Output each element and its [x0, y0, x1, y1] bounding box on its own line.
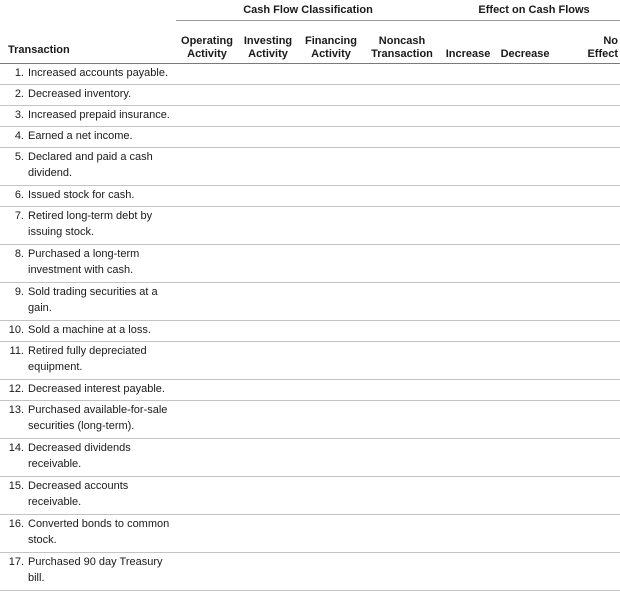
- table-row: [0, 320, 620, 341]
- operating-cell[interactable]: [176, 379, 238, 400]
- row-number: 14.: [8, 441, 24, 454]
- header-spacer: [0, 0, 176, 21]
- table-row: [0, 400, 620, 438]
- decrease-cell[interactable]: [496, 320, 554, 341]
- financing-cell[interactable]: [298, 244, 364, 282]
- increase-cell[interactable]: [440, 147, 496, 185]
- decrease-cell[interactable]: [496, 105, 554, 126]
- noncash-cell[interactable]: [364, 244, 440, 282]
- investing-cell[interactable]: [238, 476, 298, 514]
- financing-cell[interactable]: [298, 126, 364, 147]
- table-row: [0, 438, 620, 476]
- decrease-cell[interactable]: [496, 84, 554, 105]
- transaction-text: Purchased a long-term investment with cash.: [28, 247, 140, 276]
- noncash-cell[interactable]: [364, 552, 440, 590]
- transaction-text: Purchased available-for-sale securities (long-term).: [28, 403, 168, 432]
- operating-cell[interactable]: [176, 320, 238, 341]
- operating-cell[interactable]: [176, 63, 238, 84]
- table-row: [0, 84, 620, 105]
- table-row: [0, 244, 620, 282]
- decrease-cell[interactable]: [496, 379, 554, 400]
- row-number: 16.: [8, 517, 24, 530]
- operating-cell[interactable]: [176, 341, 238, 379]
- investing-cell[interactable]: [238, 84, 298, 105]
- noncash-cell[interactable]: [364, 105, 440, 126]
- noncash-label-line1: Noncash: [378, 34, 426, 47]
- increase-cell[interactable]: [440, 185, 496, 206]
- decrease-cell[interactable]: [496, 341, 554, 379]
- increase-header: Increase: [440, 21, 496, 64]
- operating-cell[interactable]: [176, 400, 238, 438]
- no-effect-label-line1: No: [603, 34, 619, 47]
- decrease-header: Decrease: [496, 21, 554, 64]
- investing-cell[interactable]: [238, 341, 298, 379]
- transaction-cell: [0, 63, 176, 84]
- table-row: [0, 126, 620, 147]
- noncash-cell[interactable]: [364, 514, 440, 552]
- no-effect-label-line2: Effect: [587, 47, 619, 60]
- no-effect-cell[interactable]: [554, 282, 620, 320]
- transaction-cell: [0, 282, 176, 320]
- operating-cell[interactable]: [176, 147, 238, 185]
- operating-cell[interactable]: [176, 105, 238, 126]
- investing-cell[interactable]: [238, 63, 298, 84]
- decrease-cell[interactable]: [496, 147, 554, 185]
- financing-cell[interactable]: [298, 476, 364, 514]
- effect-on-cash-flows-header: Effect on Cash Flows: [440, 0, 620, 21]
- transaction-text: Sold trading securities at a gain.: [28, 285, 158, 314]
- investing-activity-header: [238, 21, 298, 64]
- transaction-cell: [0, 185, 176, 206]
- table-row: [0, 552, 620, 590]
- financing-cell[interactable]: [298, 514, 364, 552]
- increase-cell[interactable]: [440, 514, 496, 552]
- table-row: [0, 282, 620, 320]
- row-number: 13.: [8, 403, 24, 416]
- noncash-cell[interactable]: [364, 185, 440, 206]
- financing-activity-header: [298, 21, 364, 64]
- investing-label-line1: Investing: [243, 34, 293, 47]
- operating-activity-header: [176, 21, 238, 64]
- decrease-cell[interactable]: [496, 244, 554, 282]
- row-number: 3.: [14, 108, 24, 121]
- operating-cell[interactable]: [176, 244, 238, 282]
- transaction-cell: [0, 320, 176, 341]
- operating-cell[interactable]: [176, 514, 238, 552]
- investing-cell[interactable]: [238, 126, 298, 147]
- financing-cell[interactable]: [298, 282, 364, 320]
- financing-cell[interactable]: [298, 105, 364, 126]
- decrease-cell[interactable]: [496, 438, 554, 476]
- increase-cell[interactable]: [440, 126, 496, 147]
- decrease-cell[interactable]: [496, 206, 554, 244]
- no-effect-cell[interactable]: [554, 185, 620, 206]
- noncash-transaction-header: [364, 21, 440, 64]
- decrease-cell[interactable]: [496, 282, 554, 320]
- noncash-cell[interactable]: [364, 400, 440, 438]
- decrease-cell[interactable]: [496, 552, 554, 590]
- row-number: 10.: [8, 323, 24, 336]
- increase-cell[interactable]: [440, 341, 496, 379]
- row-number: 1.: [14, 66, 24, 79]
- transaction-text: Decreased dividends receivable.: [28, 441, 131, 470]
- increase-cell[interactable]: [440, 400, 496, 438]
- row-number: 8.: [14, 247, 24, 260]
- financing-label-line2: Activity: [311, 47, 351, 60]
- transaction-text: Issued stock for cash.: [28, 188, 135, 201]
- financing-cell[interactable]: [298, 147, 364, 185]
- increase-cell[interactable]: [440, 206, 496, 244]
- row-number: 7.: [14, 209, 24, 222]
- investing-cell[interactable]: [238, 185, 298, 206]
- row-number: 4.: [14, 129, 24, 142]
- financing-cell[interactable]: [298, 185, 364, 206]
- row-number: 5.: [14, 150, 24, 163]
- noncash-cell[interactable]: [364, 206, 440, 244]
- transaction-cell: [0, 552, 176, 590]
- financing-cell[interactable]: [298, 400, 364, 438]
- financing-cell[interactable]: [298, 63, 364, 84]
- table-row: [0, 63, 620, 84]
- increase-cell[interactable]: [440, 552, 496, 590]
- investing-cell[interactable]: [238, 244, 298, 282]
- noncash-cell[interactable]: [364, 126, 440, 147]
- row-number: 2.: [14, 87, 24, 100]
- transaction-cell: [0, 126, 176, 147]
- transaction-text: Retired fully depreciated equipment.: [28, 344, 147, 373]
- no-effect-cell[interactable]: [554, 552, 620, 590]
- no-effect-cell[interactable]: [554, 105, 620, 126]
- noncash-cell[interactable]: [364, 341, 440, 379]
- decrease-cell[interactable]: [496, 126, 554, 147]
- noncash-cell[interactable]: [364, 476, 440, 514]
- transaction-text: Sold a machine at a loss.: [28, 323, 151, 336]
- no-effect-cell[interactable]: [554, 126, 620, 147]
- table-row: [0, 185, 620, 206]
- investing-cell[interactable]: [238, 400, 298, 438]
- row-number: 11.: [9, 344, 24, 357]
- transaction-text: Decreased accounts receivable.: [28, 479, 129, 508]
- transaction-cell: [0, 84, 176, 105]
- investing-cell[interactable]: [238, 438, 298, 476]
- transaction-cell: [0, 341, 176, 379]
- financing-cell[interactable]: [298, 379, 364, 400]
- table-row: [0, 105, 620, 126]
- no-effect-cell[interactable]: [554, 341, 620, 379]
- decrease-cell[interactable]: [496, 476, 554, 514]
- operating-cell[interactable]: [176, 476, 238, 514]
- no-effect-cell[interactable]: [554, 438, 620, 476]
- transaction-text: Declared and paid a cash dividend.: [28, 150, 153, 179]
- investing-cell[interactable]: [238, 320, 298, 341]
- operating-cell[interactable]: [176, 206, 238, 244]
- row-number: 12.: [8, 382, 24, 395]
- increase-cell[interactable]: [440, 438, 496, 476]
- transaction-cell: [0, 438, 176, 476]
- transaction-text: Decreased inventory.: [28, 87, 132, 100]
- decrease-cell[interactable]: [496, 185, 554, 206]
- financing-cell[interactable]: [298, 438, 364, 476]
- financing-cell[interactable]: [298, 320, 364, 341]
- no-effect-cell[interactable]: [554, 147, 620, 185]
- increase-cell[interactable]: [440, 320, 496, 341]
- noncash-cell[interactable]: [364, 438, 440, 476]
- investing-cell[interactable]: [238, 282, 298, 320]
- investing-cell[interactable]: [238, 105, 298, 126]
- investing-label-line2: Activity: [248, 47, 288, 60]
- no-effect-cell[interactable]: [554, 379, 620, 400]
- noncash-cell[interactable]: [364, 84, 440, 105]
- row-number: 9.: [14, 285, 24, 298]
- transaction-text: Increased prepaid insurance.: [28, 108, 170, 121]
- no-effect-cell[interactable]: [554, 63, 620, 84]
- transaction-cell: [0, 105, 176, 126]
- noncash-label-line2: Transaction: [371, 47, 433, 60]
- cash-flow-classification-header: Cash Flow Classification: [176, 0, 440, 21]
- operating-cell[interactable]: [176, 282, 238, 320]
- increase-cell[interactable]: [440, 244, 496, 282]
- operating-cell[interactable]: [176, 185, 238, 206]
- transaction-text: Increased accounts payable.: [28, 66, 169, 79]
- noncash-cell[interactable]: [364, 147, 440, 185]
- table-row: [0, 476, 620, 514]
- noncash-cell[interactable]: [364, 63, 440, 84]
- transaction-cell: [0, 206, 176, 244]
- no-effect-cell[interactable]: [554, 514, 620, 552]
- transaction-text: Converted bonds to common stock.: [28, 517, 170, 546]
- noncash-cell[interactable]: [364, 320, 440, 341]
- row-number: 6.: [14, 188, 24, 201]
- increase-cell[interactable]: [440, 84, 496, 105]
- transaction-text: Retired long-term debt by issuing stock.: [28, 209, 153, 238]
- row-number: 17.: [8, 555, 24, 568]
- decrease-cell[interactable]: [496, 514, 554, 552]
- noncash-cell[interactable]: [364, 379, 440, 400]
- transaction-text: Decreased interest payable.: [28, 382, 165, 395]
- investing-cell[interactable]: [238, 206, 298, 244]
- transaction-text: Earned a net income.: [28, 129, 133, 142]
- no-effect-cell[interactable]: [554, 244, 620, 282]
- increase-cell[interactable]: [440, 63, 496, 84]
- no-effect-cell[interactable]: [554, 400, 620, 438]
- operating-cell[interactable]: [176, 438, 238, 476]
- no-effect-cell[interactable]: [554, 206, 620, 244]
- investing-cell[interactable]: [238, 379, 298, 400]
- operating-label-line2: Activity: [187, 47, 227, 60]
- investing-cell[interactable]: [238, 552, 298, 590]
- operating-cell[interactable]: [176, 552, 238, 590]
- financing-cell[interactable]: [298, 206, 364, 244]
- operating-cell[interactable]: [176, 126, 238, 147]
- investing-cell[interactable]: [238, 147, 298, 185]
- no-effect-cell[interactable]: [554, 84, 620, 105]
- transaction-cell: [0, 244, 176, 282]
- financing-label-line1: Financing: [305, 34, 357, 47]
- table-row: [0, 514, 620, 552]
- increase-cell[interactable]: [440, 476, 496, 514]
- increase-cell[interactable]: [440, 282, 496, 320]
- financing-cell[interactable]: [298, 552, 364, 590]
- financing-cell[interactable]: [298, 84, 364, 105]
- decrease-cell[interactable]: [496, 400, 554, 438]
- no-effect-cell[interactable]: [554, 476, 620, 514]
- noncash-cell[interactable]: [364, 282, 440, 320]
- transaction-cell: [0, 476, 176, 514]
- increase-cell[interactable]: [440, 379, 496, 400]
- table-row: [0, 379, 620, 400]
- financing-cell[interactable]: [298, 341, 364, 379]
- transaction-text: Purchased 90 day Treasury bill.: [28, 555, 163, 584]
- operating-cell[interactable]: [176, 84, 238, 105]
- operating-label-line1: Operating: [181, 34, 233, 47]
- increase-cell[interactable]: [440, 105, 496, 126]
- transaction-cell: [0, 400, 176, 438]
- transaction-cell: [0, 379, 176, 400]
- transaction-cell: [0, 147, 176, 185]
- row-number: 15.: [8, 479, 24, 492]
- no-effect-header: [554, 21, 620, 64]
- investing-cell[interactable]: [238, 514, 298, 552]
- table-row: [0, 147, 620, 185]
- table-row: [0, 206, 620, 244]
- table-row: [0, 341, 620, 379]
- no-effect-cell[interactable]: [554, 320, 620, 341]
- transaction-column-header: Transaction: [0, 21, 176, 64]
- transaction-cell: [0, 514, 176, 552]
- decrease-cell[interactable]: [496, 63, 554, 84]
